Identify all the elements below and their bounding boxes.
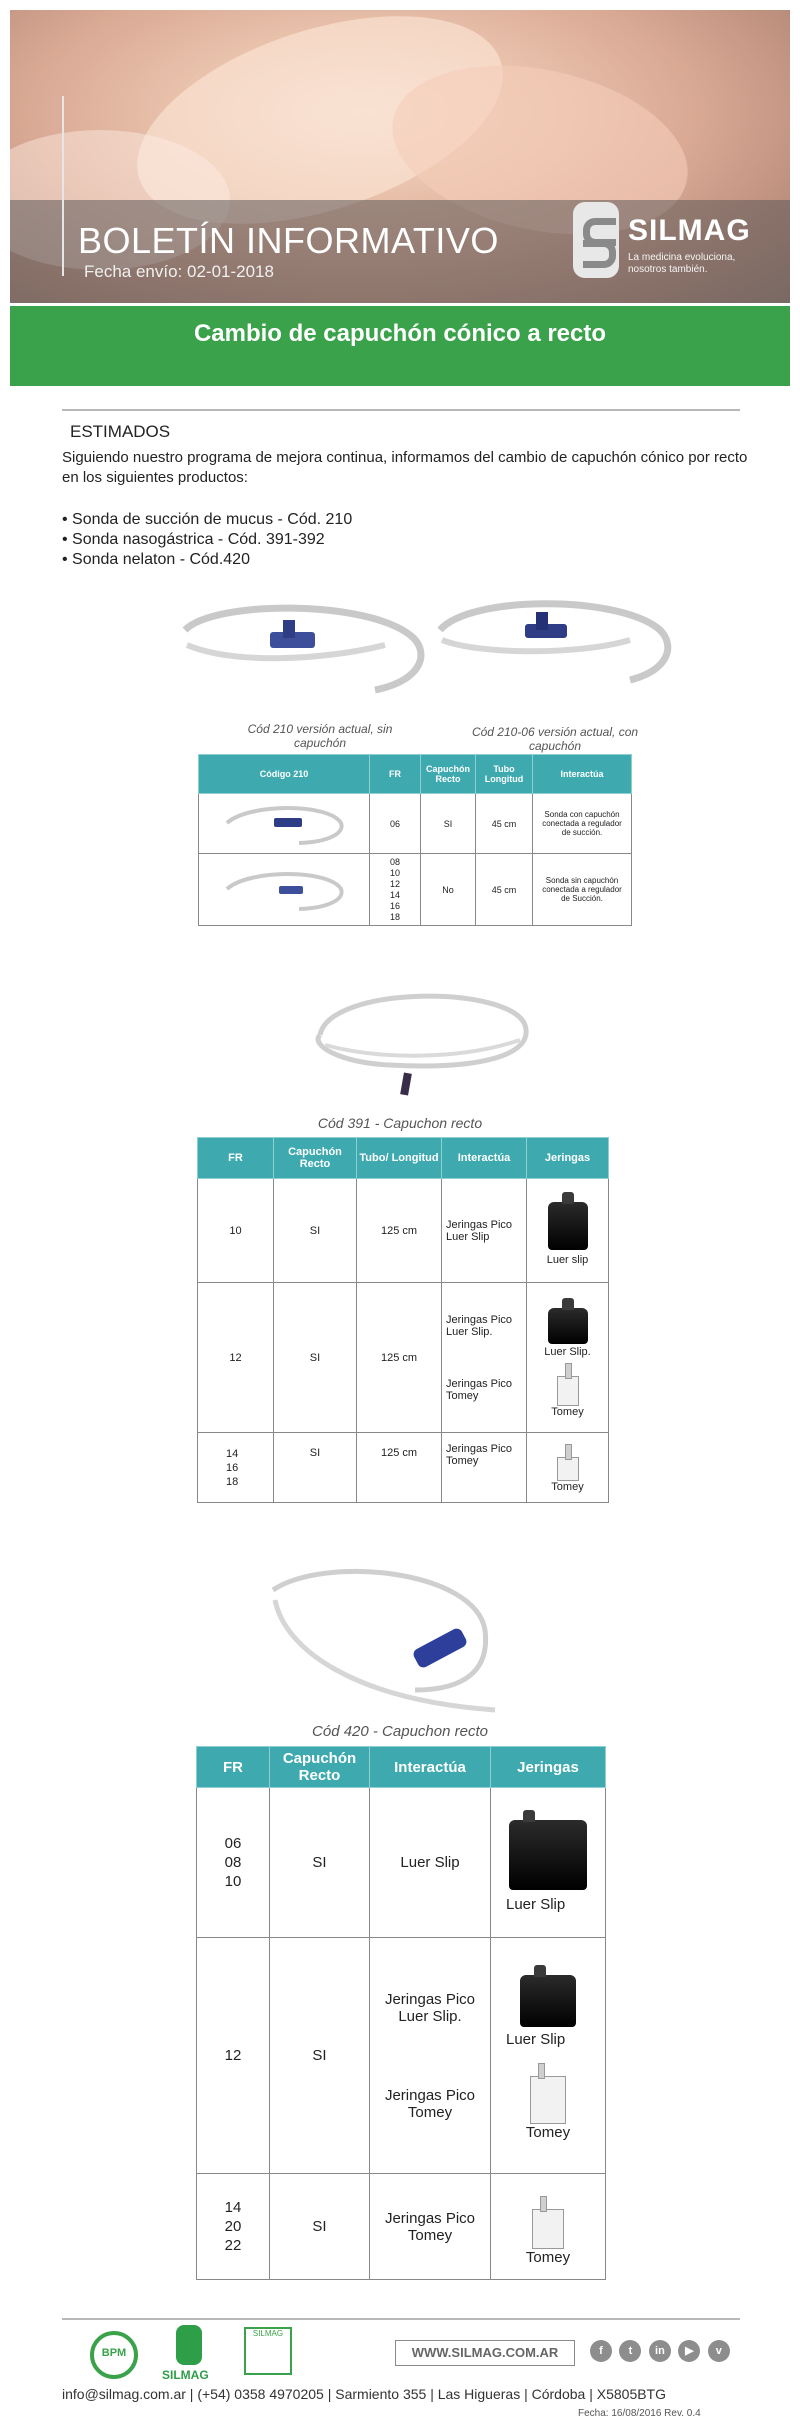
- luer-syringe-icon: [548, 1308, 588, 1344]
- table-row: [199, 794, 632, 854]
- table-420: [196, 1746, 606, 2280]
- fr-cell: 10: [198, 1179, 274, 1283]
- tube-image: [219, 864, 349, 914]
- luer-syringe-icon: [509, 1820, 587, 1890]
- headline-banner: [10, 306, 790, 386]
- table-210: [198, 754, 632, 926]
- tube-391-image: [300, 975, 540, 1105]
- column-header: FR: [197, 1747, 270, 1788]
- syringe-label: Luer Slip.: [544, 1345, 591, 1358]
- divider: [62, 409, 740, 411]
- certification-logo: [244, 2327, 292, 2375]
- table-row: [197, 1938, 606, 2174]
- fr-cell: 06: [370, 794, 421, 854]
- syringe-label: Tomey: [525, 2123, 571, 2141]
- tomey-syringe-icon: [532, 2209, 564, 2249]
- syringe-label: Luer Slip: [506, 1896, 566, 1913]
- twitter-icon[interactable]: t: [619, 2340, 641, 2362]
- syringe-cell: [527, 1283, 609, 1433]
- tomey-syringe-icon: [557, 1376, 579, 1406]
- column-header: FR: [370, 755, 421, 794]
- capuchon-cell: SI: [421, 794, 476, 854]
- greeting-heading: ESTIMADOS: [70, 422, 171, 441]
- interactua-cell: Luer Slip: [370, 1788, 491, 1938]
- bpm-label: BPM: [101, 2347, 127, 2359]
- contact-info: info@silmag.com.ar | (+54) 0358 4970205 | Sarmiento 355 | Las Higueras | Córdoba | X5805BTG: [62, 2386, 667, 2402]
- length-cell: 125 cm: [357, 1433, 442, 1503]
- table-row: [198, 1179, 609, 1283]
- caption-420: Cód 420 - Capuchon recto: [312, 1723, 488, 1740]
- syringe-cell: [491, 1788, 606, 1938]
- interactua-cell: [370, 1938, 491, 2174]
- product-image-cell: [199, 794, 370, 854]
- syringe-label: Luer slip: [546, 1253, 589, 1266]
- interactua-cell: Sonda con capuchón conectada a regulador de succión.: [533, 794, 632, 854]
- column-header: Capuchón Recto: [274, 1138, 357, 1179]
- interactua-cell: Sonda sin capuchón conectada a regulador de Succión.: [533, 854, 632, 926]
- column-header: Tubo Longitud: [476, 755, 533, 794]
- column-header: Jeringas: [491, 1747, 606, 1788]
- column-header: Código 210: [199, 755, 370, 794]
- tube-420-image: [265, 1560, 505, 1720]
- list-item: • Sonda nelaton - Cód.420: [62, 550, 352, 570]
- send-date: Fecha envío: 02-01-2018: [84, 262, 274, 281]
- interactua-text: Jeringas Pico Luer Slip.: [446, 1313, 513, 1338]
- intro-text: Siguiendo nuestro programa de mejora continua, informamos del cambio de capuchón cónico por recto en los siguientes productos:: [62, 449, 748, 486]
- interactua-cell: Jeringas Pico Tomey: [442, 1433, 527, 1503]
- syringe-cell: [491, 2174, 606, 2280]
- column-header: Interactúa: [533, 755, 632, 794]
- vimeo-icon[interactable]: v: [708, 2340, 730, 2362]
- capuchon-cell: SI: [270, 2174, 370, 2280]
- product-image-cell: [199, 854, 370, 926]
- syringe-label: Tomey: [551, 1480, 584, 1493]
- table-row: [197, 2174, 606, 2280]
- tomey-syringe-icon: [530, 2076, 566, 2124]
- tube-image: [219, 798, 349, 848]
- interactua-text: Jeringas Pico Tomey: [384, 2086, 476, 2121]
- column-header: Interactúa: [442, 1138, 527, 1179]
- interactua-cell: [442, 1283, 527, 1433]
- syringe-cell: [527, 1179, 609, 1283]
- syringe-cell: [527, 1433, 609, 1503]
- headline: Cambio de capuchón cónico a recto: [193, 320, 607, 347]
- table-row: [199, 854, 632, 926]
- fr-cell: 14 20 22: [197, 2174, 270, 2280]
- caption-391: Cód 391 - Capuchon recto: [317, 1115, 483, 1131]
- table-row: [197, 1788, 606, 1938]
- social-links: [590, 2340, 733, 2362]
- fr-cell: 12: [198, 1283, 274, 1433]
- interactua-cell: Jeringas Pico Luer Slip: [442, 1179, 527, 1283]
- fr-cell: 08 10 12 14 16 18: [370, 854, 421, 926]
- interactua-text: Jeringas Pico Luer Slip.: [384, 1990, 476, 2025]
- bulletin-title: BOLETÍN INFORMATIVO: [78, 220, 499, 261]
- table-header-row: [199, 755, 632, 794]
- column-header: Capuchón Recto: [421, 755, 476, 794]
- column-header: Interactúa: [370, 1747, 491, 1788]
- luer-syringe-icon: [548, 1202, 588, 1250]
- capuchon-cell: SI: [270, 1938, 370, 2174]
- silmag-logo-icon: [176, 2325, 202, 2365]
- fr-cell: 14 16 18: [198, 1433, 274, 1503]
- youtube-icon[interactable]: ▶: [678, 2340, 700, 2362]
- column-header: Capuchón Recto: [270, 1747, 370, 1788]
- table-header-row: [198, 1138, 609, 1179]
- facebook-icon[interactable]: f: [590, 2340, 612, 2362]
- list-item: • Sonda nasogástrica - Cód. 391-392: [62, 530, 352, 550]
- syringe-cell: [491, 1938, 606, 2174]
- interactua-text: Jeringas Pico Tomey: [446, 1377, 513, 1402]
- table-row: [198, 1283, 609, 1433]
- tomey-syringe-icon: [557, 1457, 579, 1481]
- revision-date: Fecha: 16/08/2016 Rev. 0.4: [578, 2408, 701, 2419]
- caption-210-06: Cód 210-06 versión actual, con capuchón: [471, 725, 639, 753]
- length-cell: 125 cm: [357, 1283, 442, 1433]
- product-list: [62, 510, 352, 570]
- luer-syringe-icon: [520, 1975, 576, 2027]
- header-divider: [62, 96, 64, 276]
- list-item: • Sonda de succión de mucus - Cód. 210: [62, 510, 352, 530]
- footer-divider: [62, 2318, 740, 2320]
- caption-210: Cód 210 versión actual, sin capuchón: [247, 722, 393, 750]
- tube-210-06-image: [430, 590, 680, 690]
- length-cell: 45 cm: [476, 794, 533, 854]
- column-header: FR: [198, 1138, 274, 1179]
- fr-cell: 12: [197, 1938, 270, 2174]
- fr-cell: 06 08 10: [197, 1788, 270, 1938]
- footer-brand: SILMAG: [162, 2368, 209, 2382]
- capuchon-cell: SI: [274, 1179, 357, 1283]
- length-cell: 125 cm: [357, 1179, 442, 1283]
- capuchon-cell: SI: [270, 1788, 370, 1938]
- brand-tagline: La medicina evoluciona, nosotros también.: [628, 252, 736, 275]
- capuchon-cell: SI: [274, 1283, 357, 1433]
- syringe-label: Tomey: [551, 1405, 584, 1418]
- brand-name: SILMAG: [628, 214, 751, 247]
- linkedin-icon[interactable]: in: [649, 2340, 671, 2362]
- bpm-logo: [90, 2331, 138, 2379]
- interactua-cell: Jeringas Pico Tomey: [370, 2174, 491, 2280]
- capuchon-cell: No: [421, 854, 476, 926]
- tube-210-image: [175, 590, 435, 700]
- website-link[interactable]: WWW.SILMAG.COM.AR: [395, 2340, 575, 2366]
- syringe-label: Tomey: [525, 2249, 571, 2266]
- length-cell: 45 cm: [476, 854, 533, 926]
- table-header-row: [197, 1747, 606, 1788]
- column-header: Tubo/ Longitud: [357, 1138, 442, 1179]
- column-header: Jeringas: [527, 1138, 609, 1179]
- silmag-logo-icon: [573, 202, 619, 278]
- syringe-label: Luer Slip: [506, 2030, 566, 2048]
- table-391: [197, 1137, 609, 1503]
- table-row: [198, 1433, 609, 1503]
- certification-label: SILMAG: [252, 2329, 284, 2338]
- capuchon-cell: SI: [274, 1433, 357, 1503]
